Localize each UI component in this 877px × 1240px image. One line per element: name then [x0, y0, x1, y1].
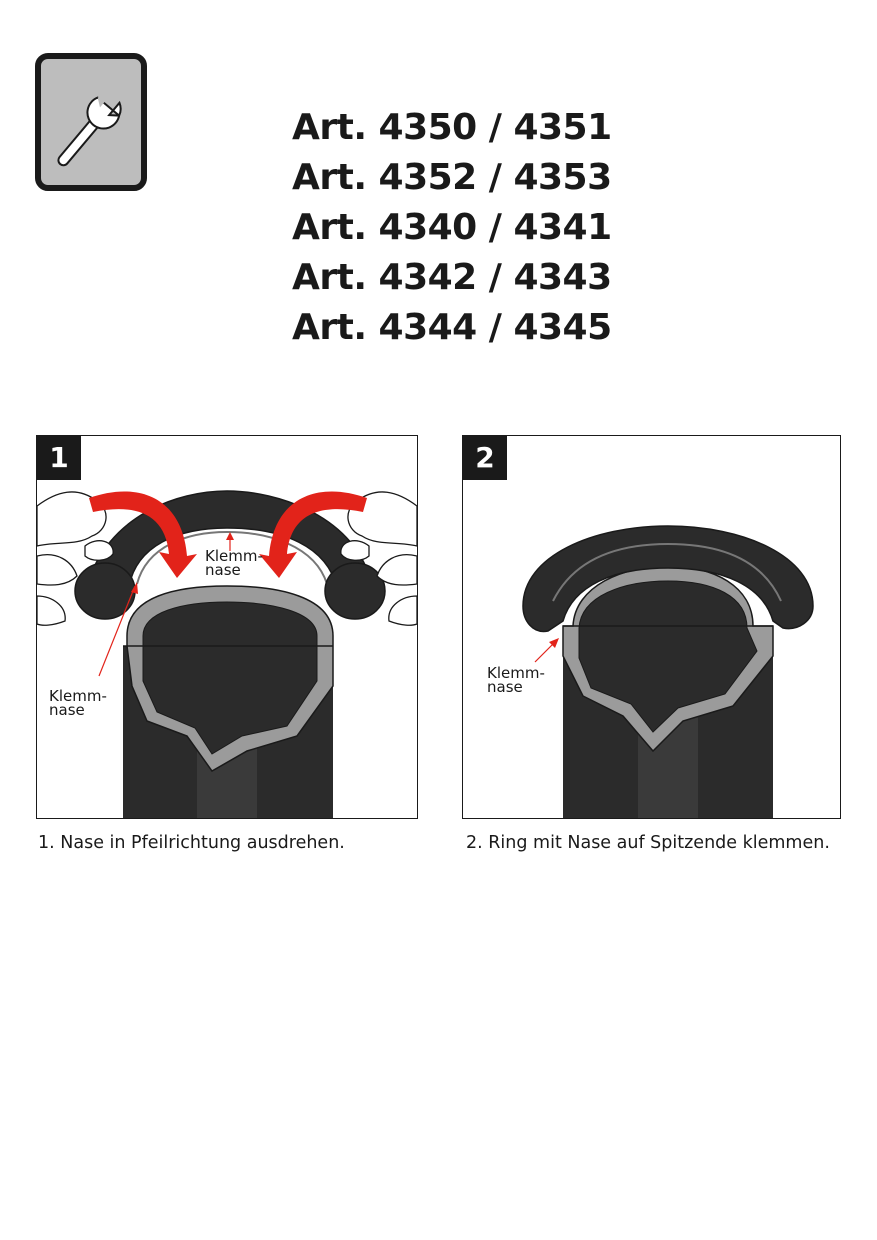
clamp-nose-label-top [205, 549, 263, 577]
label-line: nase [49, 701, 85, 719]
label-line: nase [205, 561, 241, 579]
article-title: Art. 4350 / 4351 [292, 107, 612, 148]
step-1-panel [36, 435, 418, 819]
step-2-illustration [463, 436, 840, 818]
article-title: Art. 4344 / 4345 [292, 307, 612, 348]
article-title: Art. 4342 / 4343 [292, 257, 612, 298]
article-title: Art. 4340 / 4341 [292, 207, 612, 248]
wrench-icon [35, 53, 147, 191]
step-2-caption: 2. Ring mit Nase auf Spitzende klemmen. [466, 833, 830, 853]
article-list [292, 103, 612, 353]
label-line: Klemm- [205, 547, 263, 565]
step-number-badge: 2 [463, 436, 507, 480]
label-line: nase [487, 678, 523, 696]
label-line: Klemm- [487, 664, 545, 682]
step-1-illustration [37, 436, 417, 818]
step-1-caption: 1. Nase in Pfeilrichtung ausdrehen. [38, 833, 345, 853]
step-number-badge: 1 [37, 436, 81, 480]
article-title: Art. 4352 / 4353 [292, 157, 612, 198]
clamp-nose-label-side [487, 666, 545, 694]
step-2-panel [462, 435, 841, 819]
label-line: Klemm- [49, 687, 107, 705]
clamp-nose-label-side [49, 689, 107, 717]
tool-badge [35, 53, 147, 191]
